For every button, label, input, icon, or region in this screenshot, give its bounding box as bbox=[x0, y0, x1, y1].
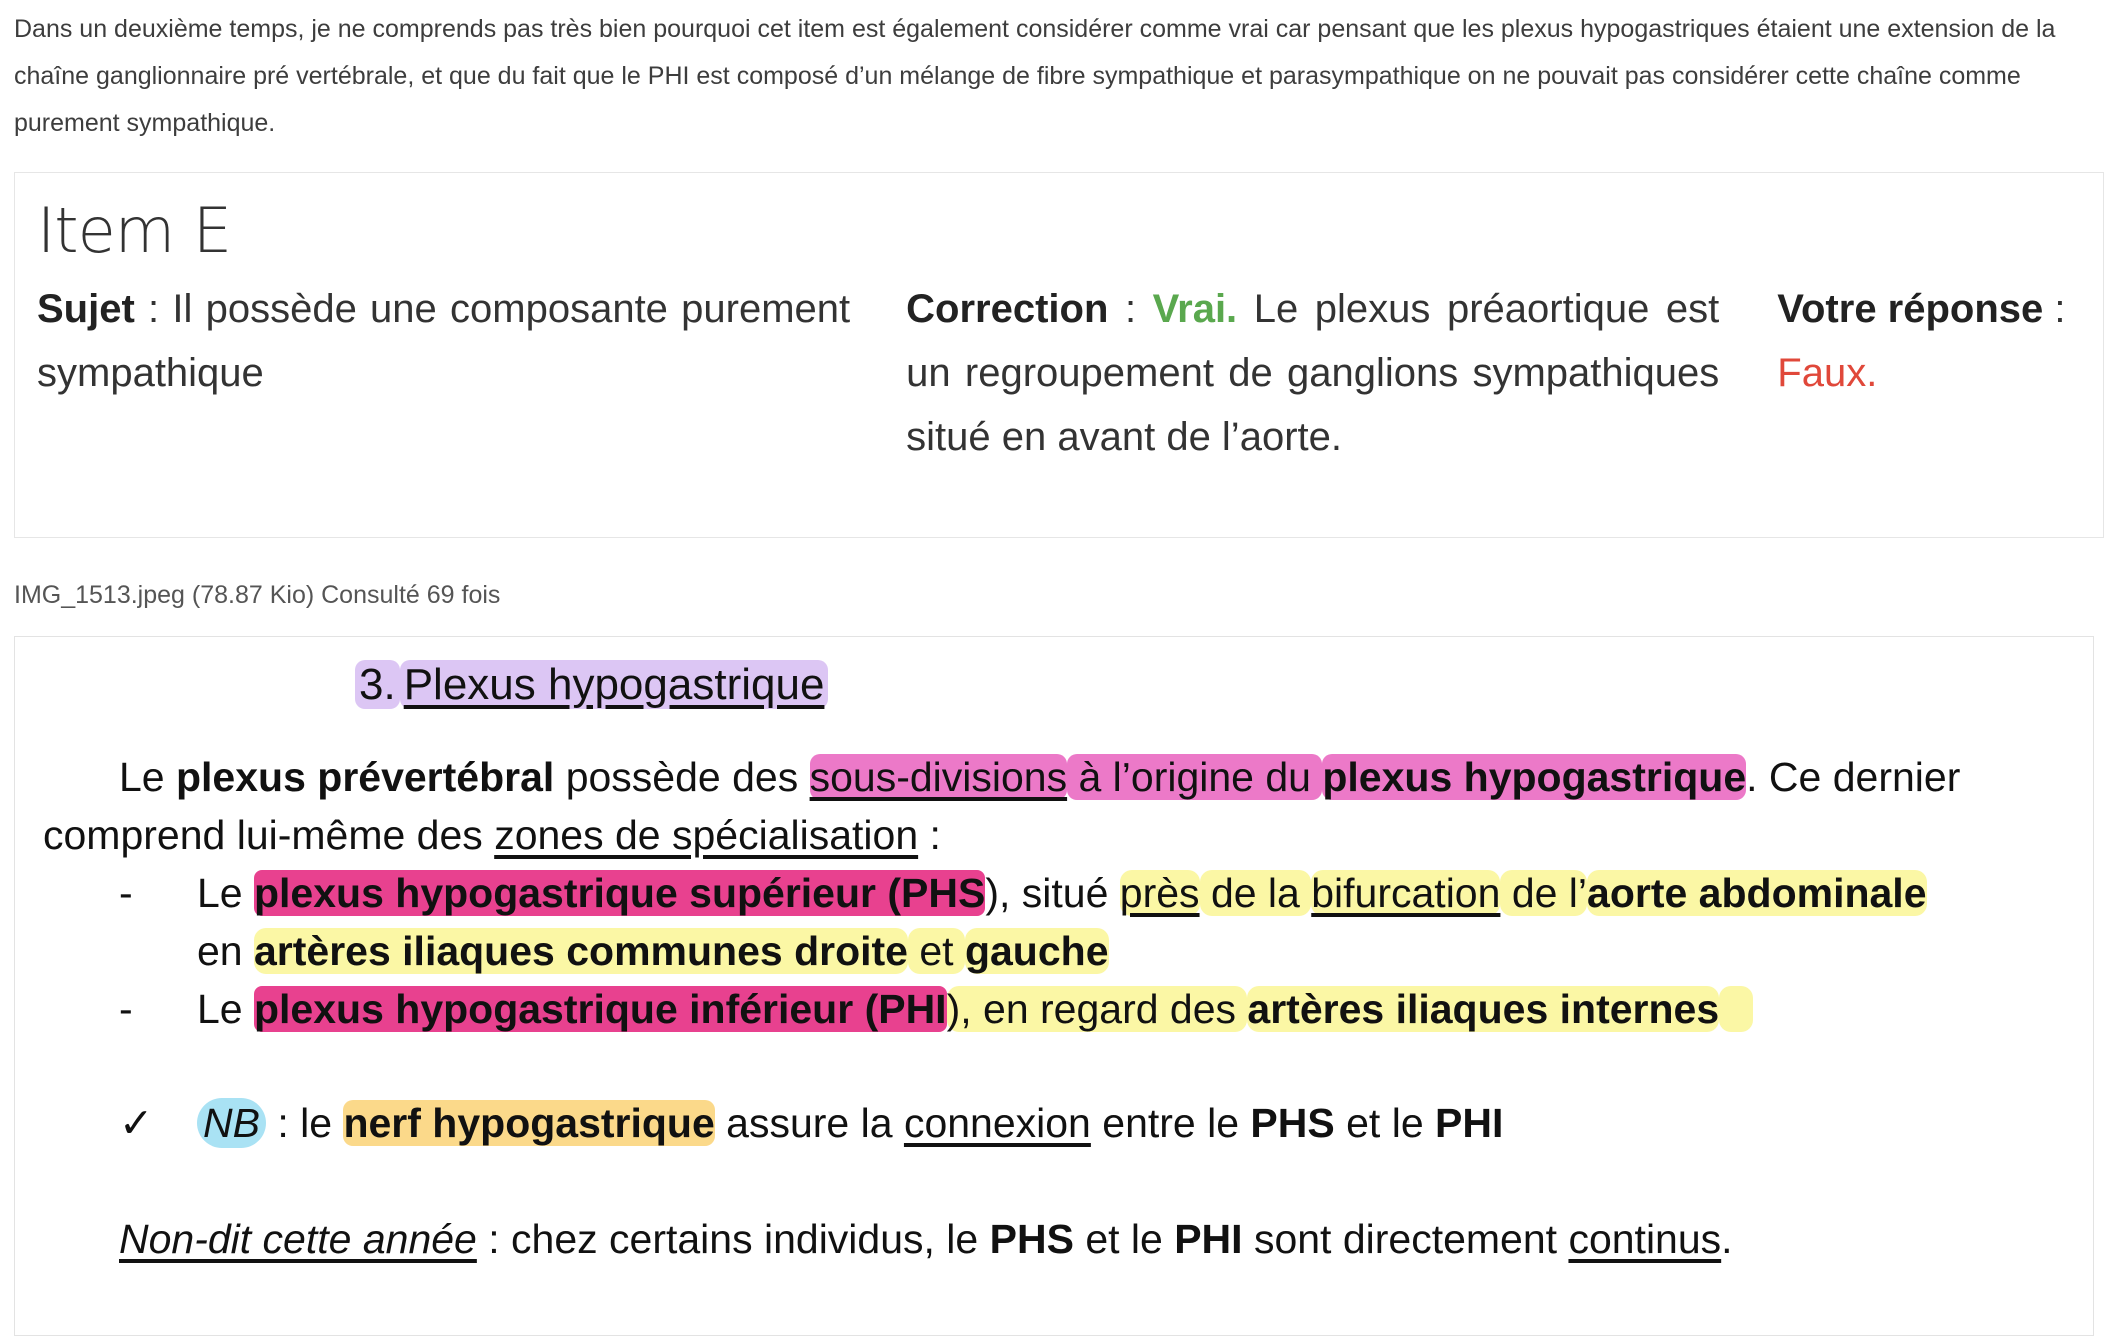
reponse-separator: : bbox=[2043, 287, 2066, 331]
doc-paragraph-line-1 bbox=[119, 751, 1960, 803]
b2-text-c: ), en regard des bbox=[946, 986, 1248, 1032]
nd-text-h: . bbox=[1721, 1216, 1733, 1262]
nd-continus: continus bbox=[1568, 1216, 1722, 1262]
image-document bbox=[15, 637, 2094, 1336]
p1-text-a: Le bbox=[119, 754, 176, 800]
item-columns bbox=[37, 277, 2081, 469]
b1-gauche: gauche bbox=[964, 928, 1109, 974]
b2-highlight-tail bbox=[1719, 986, 1753, 1032]
checkmark-icon: ✓ bbox=[119, 1100, 154, 1146]
p2-text-a: comprend lui-même des bbox=[43, 812, 495, 858]
nb-text-b: : le bbox=[265, 1100, 344, 1146]
b1-pres: près bbox=[1119, 870, 1200, 916]
b1-arteres: artères iliaques communes droite bbox=[254, 928, 908, 974]
post-intro-text: Dans un deuxième temps, je ne comprends pas très bien pourquoi cet item est également considérer comme vrai car pensant que les plexus hypogastriques étaient une extension de la chaîne ganglionnaire pré vertébrale, et que du fait que le PHI est composé d’un mélange de fibre sympathique et parasympathique on ne pouvait pas considérer cette chaîne comme purement sympathique. bbox=[14, 15, 2056, 137]
b1-text-i: en bbox=[197, 928, 254, 974]
p1-text-g: . Ce dernier bbox=[1746, 754, 1961, 800]
p1-text-e: à l’origine du bbox=[1067, 754, 1323, 800]
heading-text: Plexus hypogastrique bbox=[400, 660, 829, 709]
bullet-2-line bbox=[197, 983, 1753, 1035]
nd-text-f: sont directement bbox=[1242, 1216, 1569, 1262]
nd-text-d: et le bbox=[1073, 1216, 1175, 1262]
reponse-value: Faux. bbox=[1777, 351, 1878, 395]
p2-zones: zones de spécialisation bbox=[494, 812, 919, 858]
item-title: Item E bbox=[37, 194, 232, 267]
nb-text-d: assure la bbox=[714, 1100, 904, 1146]
item-card bbox=[14, 172, 2104, 538]
b1-aorte: aorte abdominale bbox=[1587, 870, 1927, 916]
b1-bifurcation: bifurcation bbox=[1311, 870, 1501, 916]
nd-text-b: : chez certains individus, le bbox=[476, 1216, 990, 1262]
nd-phi: PHI bbox=[1174, 1216, 1243, 1262]
reponse-column bbox=[1777, 277, 2081, 469]
b1-phs: plexus hypogastrique supérieur (PHS bbox=[254, 870, 986, 916]
correction-verdict: Vrai. bbox=[1152, 287, 1238, 331]
sujet-label: Sujet bbox=[37, 287, 135, 331]
heading-number: 3. bbox=[355, 660, 400, 709]
bullet-1-line-2 bbox=[197, 925, 1109, 977]
doc-heading bbox=[355, 659, 828, 711]
non-dit-line bbox=[119, 1213, 1733, 1265]
correction-label: Correction bbox=[906, 287, 1109, 331]
nb-text-f: entre le bbox=[1090, 1100, 1251, 1146]
bullet-1-line-1 bbox=[197, 867, 1927, 919]
b2-text-a: Le bbox=[197, 986, 254, 1032]
nb-label: NB bbox=[197, 1098, 266, 1148]
nb-text-h: et le bbox=[1334, 1100, 1436, 1146]
bullet-1-dash: - bbox=[119, 870, 133, 916]
p1-sous-divisions: sous-divisions bbox=[809, 754, 1068, 800]
attachment-caption[interactable]: IMG_1513.jpeg (78.87 Kio) Consulté 69 fois bbox=[14, 581, 501, 609]
b1-text-g: de l’ bbox=[1500, 870, 1588, 916]
correction-column bbox=[906, 277, 1719, 469]
p1-text-c: possède des bbox=[554, 754, 810, 800]
correction-separator: : bbox=[1108, 287, 1153, 331]
sujet-text: Il possède une composante purement sympathique bbox=[37, 287, 851, 395]
nb-connexion: connexion bbox=[903, 1100, 1091, 1146]
nb-phi: PHI bbox=[1435, 1100, 1504, 1146]
nd-label: Non-dit cette année bbox=[119, 1216, 477, 1262]
b1-text-k: et bbox=[907, 928, 965, 974]
sujet-separator: : bbox=[134, 287, 173, 331]
p1-plexus-prevertebral: plexus prévertébral bbox=[176, 754, 555, 800]
bullet-2-dash: - bbox=[119, 986, 133, 1032]
b1-text-a: Le bbox=[197, 870, 254, 916]
forum-post bbox=[0, 6, 2118, 1327]
sujet-column bbox=[37, 277, 850, 469]
b2-phi: plexus hypogastrique inférieur (PHI bbox=[254, 986, 947, 1032]
correction-text: Le plexus préaortique est un regroupement de ganglions sympathiques situé en avant de l’aorte. bbox=[906, 287, 1720, 459]
doc-paragraph-line-2 bbox=[43, 809, 941, 861]
p1-plexus-hypogastrique: plexus hypogastrique bbox=[1322, 754, 1747, 800]
nb-phs: PHS bbox=[1250, 1100, 1335, 1146]
b2-arteres-internes: artères iliaques internes bbox=[1247, 986, 1720, 1032]
nd-phs: PHS bbox=[989, 1216, 1074, 1262]
nb-line bbox=[197, 1097, 1503, 1149]
p2-text-c: : bbox=[918, 812, 941, 858]
reponse-label: Votre réponse bbox=[1777, 287, 2044, 331]
nb-nerf: nerf hypogastrique bbox=[343, 1100, 715, 1146]
b1-text-e: de la bbox=[1199, 870, 1312, 916]
b1-text-c: ), situé bbox=[985, 870, 1120, 916]
attached-image[interactable] bbox=[14, 636, 2094, 1336]
